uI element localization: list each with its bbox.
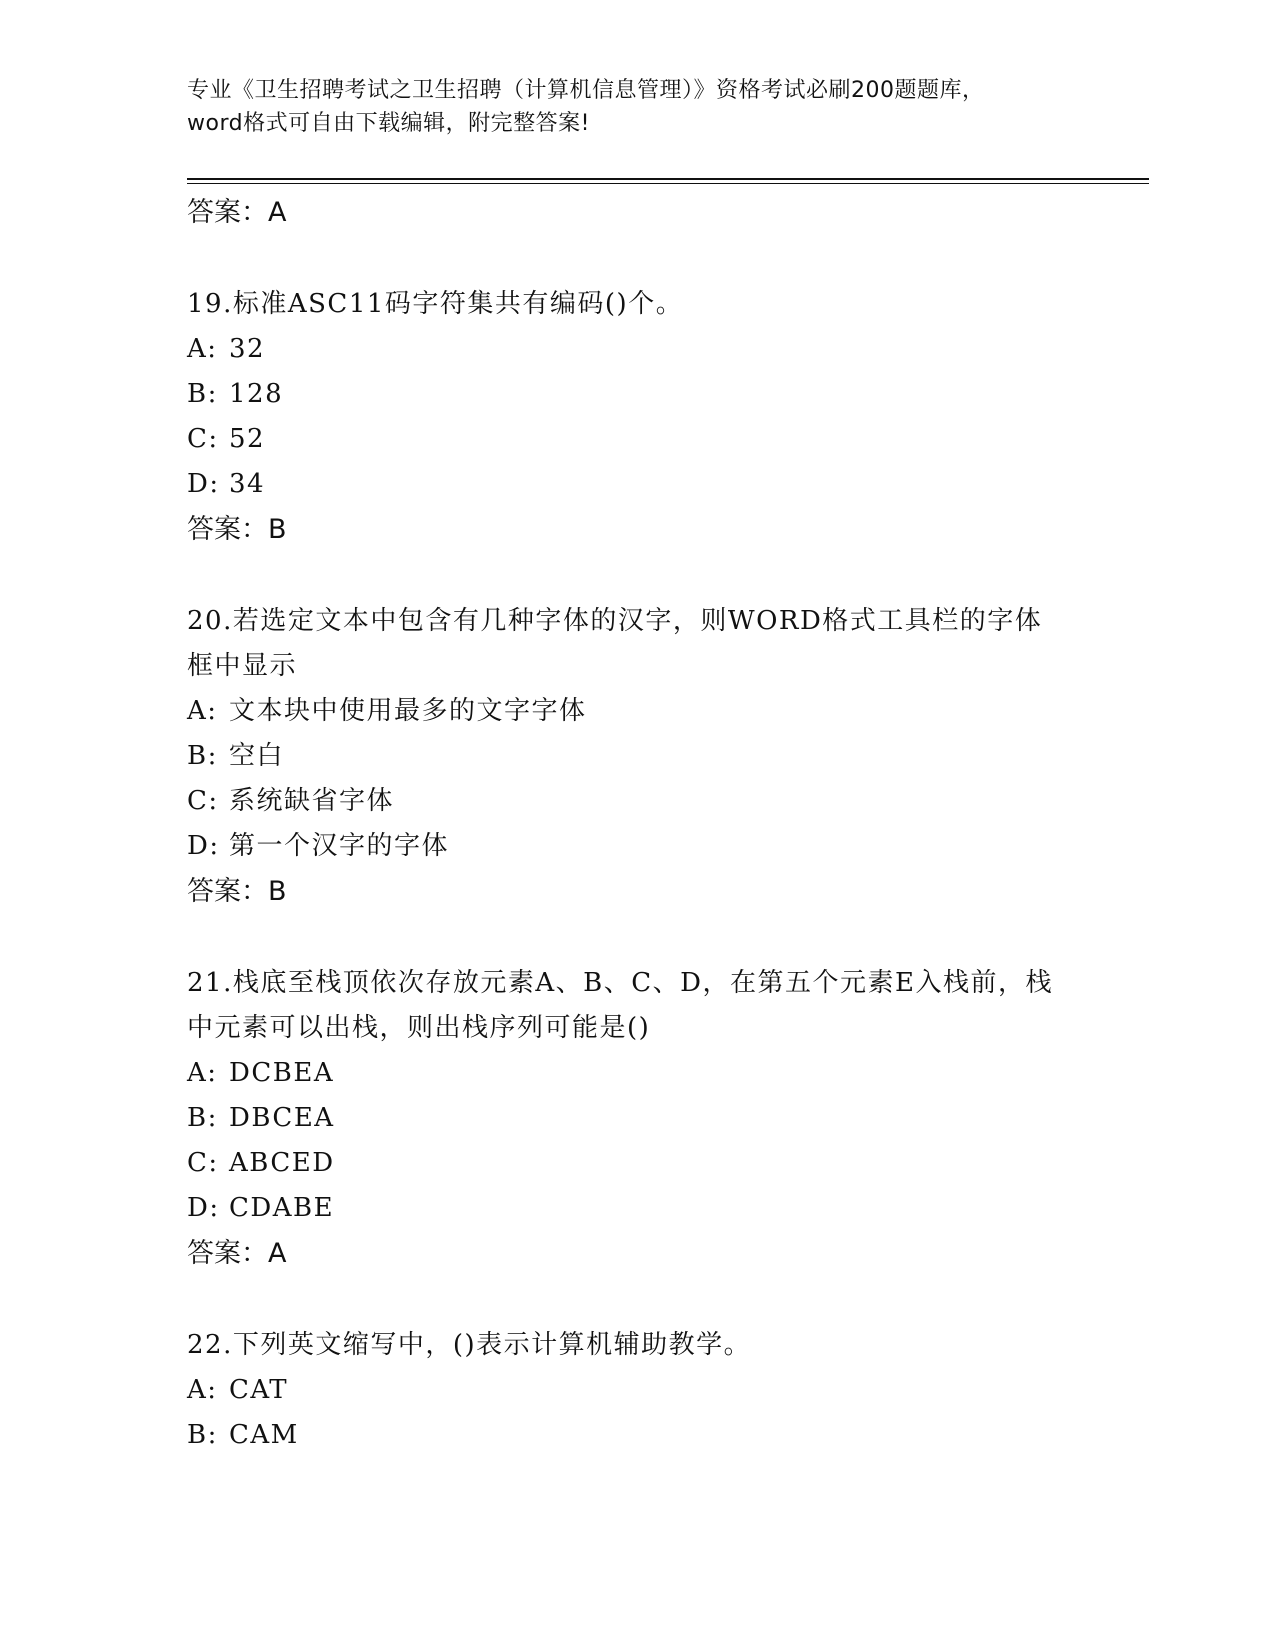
option-a [187,327,1087,372]
header-line-2: word格式可自由下载编辑，附完整答案! [187,111,590,136]
option-b [187,1096,1087,1141]
option-b [187,1413,1087,1458]
question-text: 21.栈底至栈顶依次存放元素A、B、C、D，在第五个元素E入栈前，栈 [187,968,1053,998]
option-letter: C: [187,424,219,454]
question-20 [187,599,1087,915]
header-rule-thin [187,183,1149,184]
option-b [187,372,1087,417]
option-letter: A: [187,334,218,364]
option-letter: B: [187,379,218,409]
option-text: CAT [229,1375,289,1405]
question-text: 19.标准ASC11码字符集共有编码()个。 [187,289,684,319]
option-letter: B: [187,741,218,771]
question-text: 20.若选定文本中包含有几种字体的汉字，则WORD格式工具栏的字体 [187,606,1043,636]
answer-line: 答案：B [187,876,287,907]
option-letter: D: [187,831,220,861]
option-text: CDABE [229,1193,335,1223]
option-c [187,779,1087,824]
header-rule-thick [187,178,1149,180]
option-a [187,689,1087,734]
option-a [187,1051,1087,1096]
option-text: DCBEA [229,1058,335,1088]
question-text-continued: 框中显示 [187,651,298,681]
answer-line: 答案：A [187,1238,287,1269]
option-letter: C: [187,1148,219,1178]
option-c [187,417,1087,462]
option-d [187,824,1087,869]
document-header [187,74,1087,140]
option-letter: A: [187,696,218,726]
question-text: 22.下列英文缩写中，()表示计算机辅助教学。 [187,1330,752,1360]
option-c [187,1141,1087,1186]
option-text: CAM [229,1420,299,1450]
header-line-1: 专业《卫生招聘考试之卫生招聘（计算机信息管理）》资格考试必刷200题题库， [187,78,985,103]
question-21 [187,961,1087,1277]
option-text: 34 [229,469,266,499]
option-letter: A: [187,1375,218,1405]
option-letter: A: [187,1058,218,1088]
question-19 [187,282,1087,553]
option-a [187,1368,1087,1413]
option-text: 128 [229,379,284,409]
option-letter: C: [187,786,219,816]
question-22 [187,1323,1087,1458]
option-text: 32 [229,334,266,364]
option-letter: B: [187,1103,218,1133]
option-letter: B: [187,1420,218,1450]
option-d [187,1186,1087,1231]
answer-line: 答案：A [187,197,287,228]
option-text: DBCEA [229,1103,335,1133]
option-text: 52 [229,424,266,454]
option-b [187,734,1087,779]
option-letter: D: [187,1193,220,1223]
option-text: 系统缺省字体 [229,786,395,816]
answer-line: 答案：B [187,514,287,545]
option-d [187,462,1087,507]
option-text: 空白 [229,741,285,771]
option-text: 文本块中使用最多的文字字体 [229,696,587,726]
option-letter: D: [187,469,220,499]
option-text: ABCED [229,1148,335,1178]
question-text-continued: 中元素可以出栈，则出栈序列可能是() [187,1013,651,1043]
option-text: 第一个汉字的字体 [229,831,450,861]
question-list [187,190,1087,1458]
